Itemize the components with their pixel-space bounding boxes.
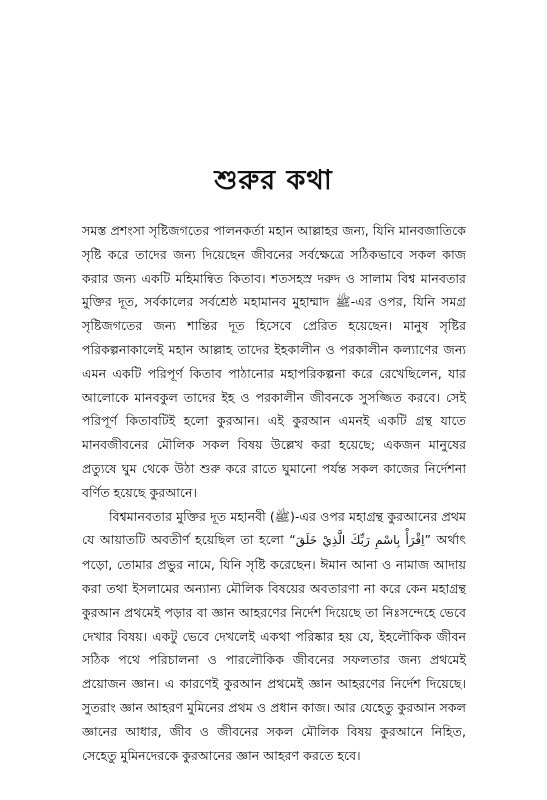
paragraph-2-rest: ” অর্থাৎ পড়ো, তোমার প্রভুর নামে, যিনি সৃষ্টি করেছেন। ঈমান আনা ও নামাজ আদায় করা তথা ইসলামের অন্যান্য মৌলিক বিষয়ের অবতারণা না করে কেন মহাগ্রন্থ কুরআন প্রথমেই পড়ার বা জ্ঞান আহরণের নির্দেশ দিয়েছে তা নিঃসন্দেহে ভেবে দেখার বিষয়। একটু ভেবে দেখলেই একথা পরিষ্কার হয় যে, ইহলৌকিক জীবন সঠিক পথে পরিচালনা ও পারলৌকিক জীবনের সফলতার জন্য প্রথমেই প্রয়োজন জ্ঞান। এ কারণেই কুরআন প্রথমেই জ্ঞান আহরণের নির্দেশ দিয়েছে। সুতরাং জ্ঞান আহরণ মুমিনের প্রথম ও প্রধান কাজ। আর যেহেতু কুরআন সকল জ্ঞানের আধার, জীব ও জীবনের সকল মৌলিক বিষয় কুরআনে নিহিত, সেহেতু মুমিনদেরকে কুরআনের জ্ঞান আহরণ করতে হবে। bbox=[82, 532, 466, 763]
paragraph-2 bbox=[82, 505, 466, 768]
arabic-verse: اِقْرَأْ بِاسْمِ رَبِّكَ الَّذِيْ خَلَقَ bbox=[295, 533, 425, 548]
paragraph-1: সমস্ত প্রশংসা সৃষ্টিজগতের পালনকর্তা মহান আল্লাহর জন্য, যিনি মানবজাতিকে সৃষ্টি করে তাদের জন্য দিয়েছেন জীবনের সর্বক্ষেত্রে সঠিকভাবে সকল কাজ করার জন্য একটি মহিমান্বিত কিতাব। শতসহস্র দরুদ ও সালাম বিশ্ব মানবতার মুক্তির দূত, সর্বকালের সর্বশ্রেষ্ঠ মহামানব মুহাম্মাদ ﷺ-এর ওপর, যিনি সমগ্র সৃষ্টিজগতের জন্য শান্তির দূত হিসেবে প্রেরিত হয়েছেন। মানুষ সৃষ্টির পরিকল্পনাকালেই মহান আল্লাহ তাদের ইহকালীন ও পরকালীন কল্যাণের জন্য এমন একটি পরিপূর্ণ কিতাব পাঠানোর মহাপরিকল্পনা করে রেখেছিলেন, যার আলোকে মানবকুল তাদের ইহ ও পরকালীন জীবনকে সুসজ্জিত করবে। সেই পরিপূর্ণ কিতাবটিই হলো কুরআন। এই কুরআন এমনই একটি গ্রন্থ যাতে মানবজীবনের মৌলিক সকল বিষয় উল্লেখ করা হয়েছে; একজন মানুষের প্রত্যুষে ঘুম থেকে উঠা শুরু করে রাতে ঘুমানো পর্যন্ত সকল কাজের নির্দেশনা বর্ণিত হয়েছে কুরআনে। bbox=[82, 223, 466, 500]
body-text bbox=[82, 219, 466, 767]
paragraph-2-intro: বিশ্বমানবতার মুক্তির দূত মহানবী (ﷺ)-এর ওপর মহাগ্রন্থ কুরআনের প্রথম যে আয়াতটি অবতীর্ণ হয়েছিল তা হলো “ bbox=[82, 508, 466, 548]
page-title: শুরুর কথা bbox=[214, 165, 333, 196]
